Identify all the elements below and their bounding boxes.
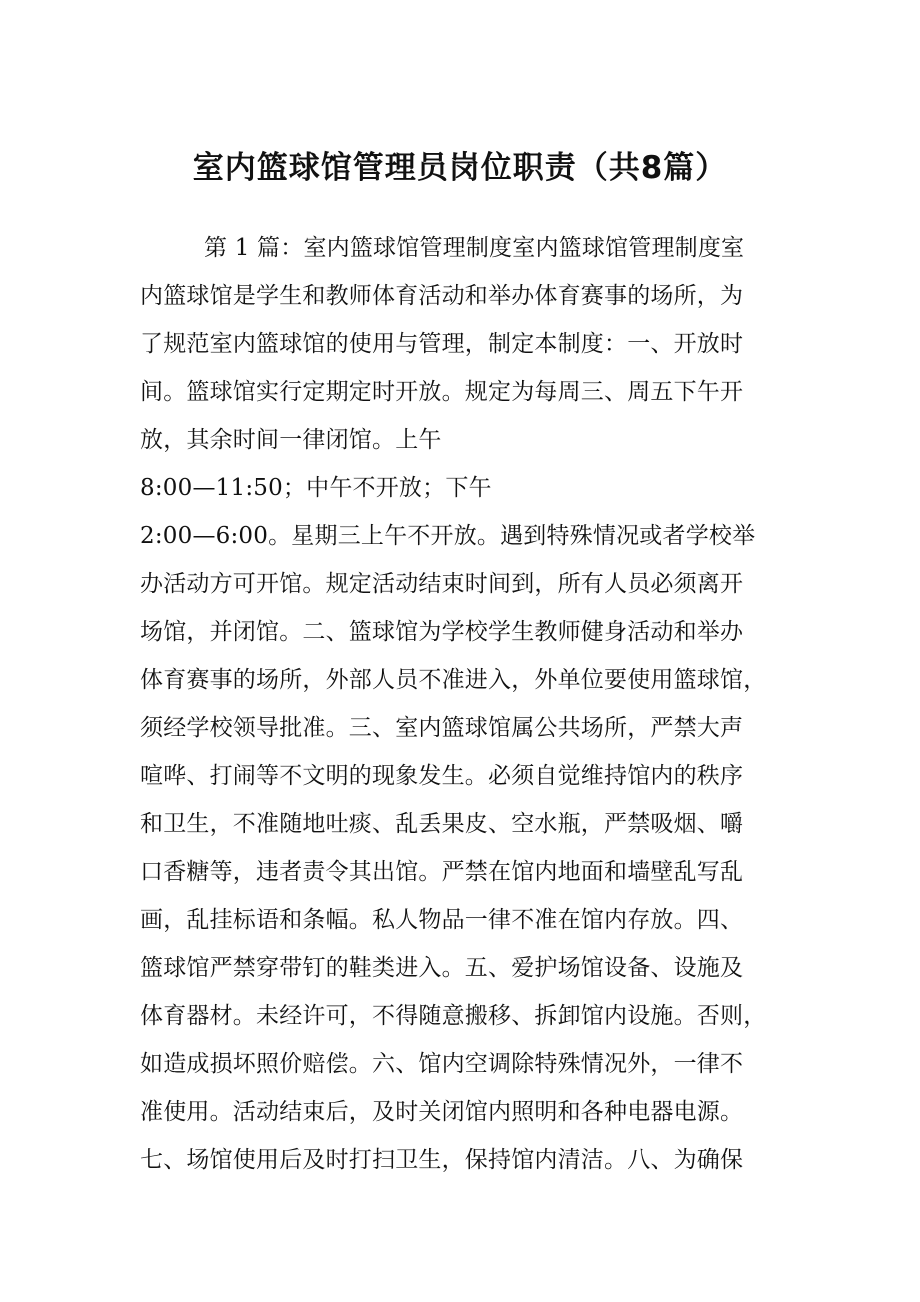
text-line: 篮球馆严禁穿带钉的鞋类进入。五、爱护场馆设备、设施及 bbox=[140, 955, 744, 981]
text-line: 内篮球馆是学生和教师体育活动和举办体育赛事的场所，为 bbox=[140, 283, 744, 309]
text-line: 口香糖等，违者责令其出馆。严禁在馆内地面和墙壁乱写乱 bbox=[140, 859, 744, 885]
text-line: 体育赛事的场所，外部人员不准进入，外单位要使用篮球馆， bbox=[140, 667, 767, 693]
document-title: 室内篮球馆管理员岗位职责（共8篇） bbox=[192, 150, 728, 186]
text-line: 须经学校领导批准。三、室内篮球馆属公共场所，严禁大声 bbox=[140, 715, 744, 741]
text-line: 放，其余时间一律闭馆。上午 bbox=[140, 427, 442, 453]
text-line: 间。篮球馆实行定期定时开放。规定为每周三、周五下午开 bbox=[140, 379, 744, 405]
text-line: 体育器材。未经许可，不得随意搬移、拆卸馆内设施。否则， bbox=[140, 1003, 767, 1029]
text-line: 2:00—6:00。星期三上午不开放。遇到特殊情况或者学校举 bbox=[140, 523, 756, 549]
text-line: 如造成损坏照价赔偿。六、馆内空调除特殊情况外，一律不 bbox=[140, 1051, 744, 1077]
text-line: 场馆，并闭馆。二、篮球馆为学校学生教师健身活动和举办 bbox=[140, 619, 744, 645]
text-line: 了规范室内篮球馆的使用与管理，制定本制度：一、开放时 bbox=[140, 331, 744, 357]
text-line: 办活动方可开馆。规定活动结束时间到，所有人员必须离开 bbox=[140, 571, 744, 597]
text-line: 第 1 篇：室内篮球馆管理制度室内篮球馆管理制度室 bbox=[204, 235, 745, 261]
text-line: 喧哗、打闹等不文明的现象发生。必须自觉维持馆内的秩序 bbox=[140, 763, 744, 789]
text-line: 画，乱挂标语和条幅。私人物品一律不准在馆内存放。四、 bbox=[140, 907, 744, 933]
text-line: 和卫生，不准随地吐痰、乱丢果皮、空水瓶，严禁吸烟、嚼 bbox=[140, 811, 744, 837]
text-line: 准使用。活动结束后，及时关闭馆内照明和各种电器电源。 bbox=[140, 1099, 744, 1125]
text-line: 七、场馆使用后及时打扫卫生，保持馆内清洁。八、为确保 bbox=[140, 1147, 744, 1173]
text-line: 8:00—11:50；中午不开放；下午 bbox=[140, 475, 492, 501]
document-body bbox=[140, 224, 800, 1184]
